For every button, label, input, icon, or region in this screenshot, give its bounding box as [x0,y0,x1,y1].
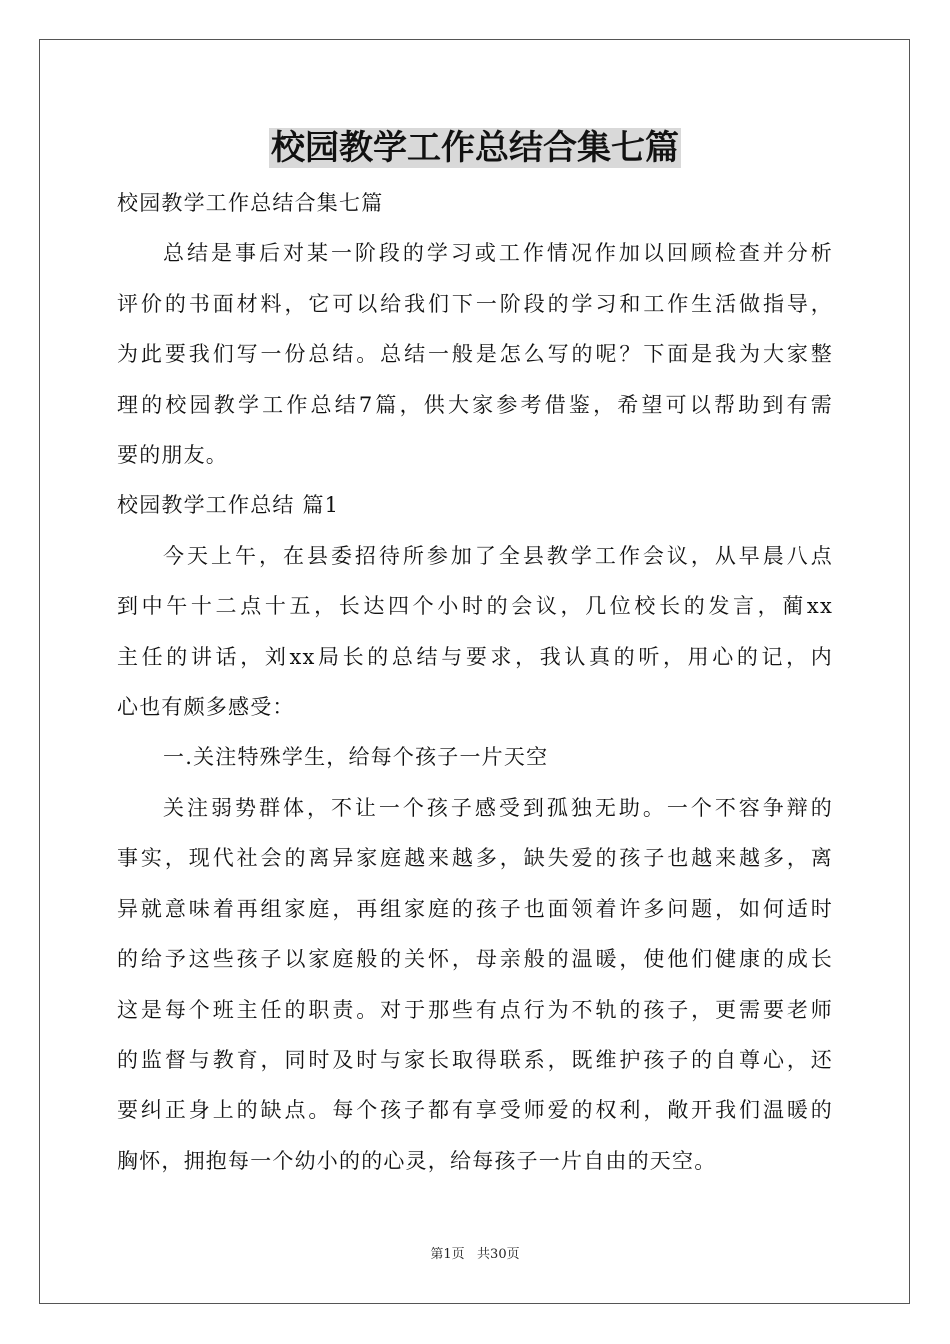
page-number: 第1页 共30页 [430,1247,520,1262]
text-line: 事实，现代社会的离异家庭越来越多，缺失爱的孩子也越来越多，离 [117,846,833,871]
text-line: 评价的书面材料，它可以给我们下一阶段的学习和工作生活做指导， [117,291,833,316]
text-line: 主任的讲话，刘xx局长的总结与要求，我认真的听，用心的记，内 [117,644,833,669]
document-body [117,178,833,1186]
text-line: 到中午十二点十五，长达四个小时的会议，几位校长的发言，蔺xx [117,594,833,619]
text-line: 的监督与教育，同时及时与家长取得联系，既维护孩子的自尊心，还 [117,1047,833,1072]
text-line: 校园教学工作总结合集七篇 [117,191,384,215]
text-line: 这是每个班主任的职责。对于那些有点行为不轨的孩子，更需要老师 [117,997,833,1022]
text-line: 今天上午，在县委招待所参加了全县教学工作会议，从早晨八点 [163,543,833,568]
text-line: 总结是事后对某一阶段的学习或工作情况作加以回顾检查并分析 [163,241,833,266]
text-line: 胸怀，拥抱每一个幼小的的心灵，给每孩子一片自由的天空。 [117,1148,717,1173]
text-line: 异就意味着再组家庭，再组家庭的孩子也面领着许多问题，如何适时 [117,896,833,921]
document-title [0,124,950,172]
text-line: 的给予这些孩子以家庭般的关怀，母亲般的温暖，使他们健康的成长 [117,947,833,972]
text-line: 关注弱势群体，不让一个孩子感受到孤独无助。一个不容争辩的 [163,795,833,820]
text-line: 为此要我们写一份总结。总结一般是怎么写的呢？下面是我为大家整 [117,342,833,367]
page-footer [0,1245,950,1265]
text-line: 校园教学工作总结 篇1 [117,493,340,518]
text-line: 心也有颇多感受： [117,695,295,720]
text-line: 理的校园教学工作总结7篇，供大家参考借鉴，希望可以帮助到有需 [117,392,833,417]
document-title-text: 校园教学工作总结合集七篇 [271,128,679,168]
text-line: 要的朋友。 [117,443,228,468]
text-line: 一.关注特殊学生，给每个孩子一片天空 [163,745,549,770]
text-line: 要纠正身上的缺点。每个孩子都有享受师爱的权利，敞开我们温暖的 [117,1098,833,1123]
